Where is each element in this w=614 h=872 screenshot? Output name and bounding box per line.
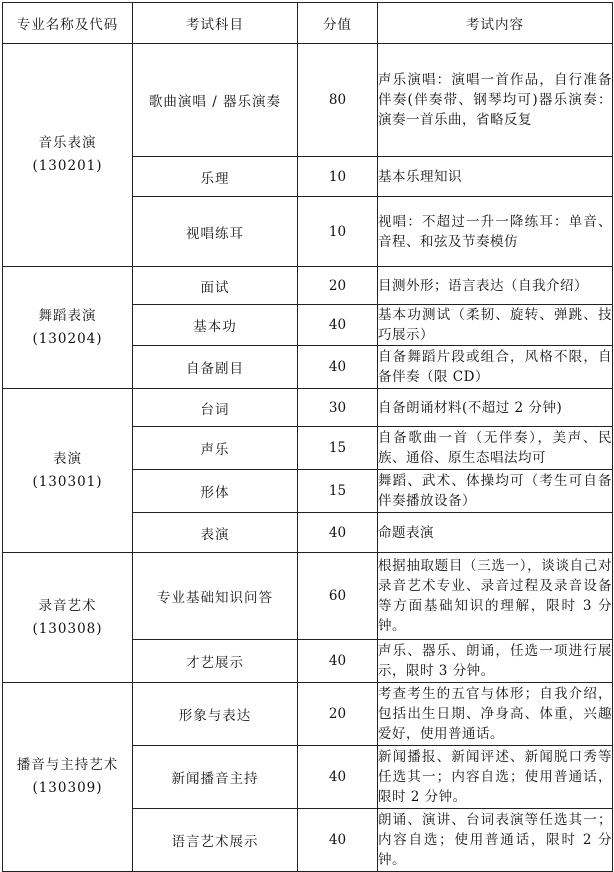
- score-cell: 40: [298, 746, 378, 809]
- subject-cell: 面试: [133, 267, 298, 305]
- subject-cell: 声乐: [133, 427, 298, 470]
- major-code: (130308): [32, 620, 103, 637]
- score-cell: 40: [298, 513, 378, 553]
- score-cell: 10: [298, 157, 378, 197]
- major-name: 表演: [53, 450, 82, 467]
- subject-cell: 基本功: [133, 305, 298, 346]
- subject-cell: 专业基础知识问答: [133, 553, 298, 640]
- subject-cell: 才艺展示: [133, 640, 298, 683]
- major-code: (130201): [32, 158, 103, 174]
- major-name: 舞蹈表演: [38, 307, 97, 324]
- subject-cell: 歌曲演唱 / 器乐演奏: [133, 44, 298, 157]
- subject-cell: 形象与表达: [133, 683, 298, 746]
- content-cell: 自备舞蹈片段或组合，风格不限，自备伴奏（限 CD）: [378, 346, 613, 389]
- score-cell: 20: [298, 267, 378, 305]
- subject-cell: 语言艺术展示: [133, 809, 298, 872]
- content-cell: 声乐演唱：演唱一首作品，自行准备伴奏(伴奏带、钢琴均可)器乐演奏：演奏一首乐曲，省略反复: [378, 44, 613, 157]
- content-cell: 考查考生的五官与体形；自我介绍，包括出生日期、净身高、体重，兴趣爱好，使用普通话。: [378, 683, 613, 746]
- content-cell: 朗诵、演讲、台词表演等任选其一；内容自选；使用普通话，限时 2 分钟。: [378, 809, 613, 872]
- subject-cell: 视唱练耳: [133, 197, 298, 267]
- score-cell: 40: [298, 809, 378, 872]
- header-score: 分值: [298, 3, 378, 44]
- subject-cell: 乐理: [133, 157, 298, 197]
- score-cell: 15: [298, 470, 378, 513]
- major-code: (130204): [32, 330, 103, 347]
- score-cell: 40: [298, 305, 378, 346]
- subject-cell: 台词: [133, 389, 298, 427]
- table-row: [3, 267, 613, 305]
- table-row: [3, 44, 613, 157]
- content-cell: 基本功测试（柔韧、旋转、弹跳、技巧展示）: [378, 305, 613, 346]
- score-cell: 40: [298, 640, 378, 683]
- content-cell: 根据抽取题目（三选一），谈谈自己对录音艺术专业、录音过程及录音设备等方面基础知识的理解，限时 3 分钟。: [378, 553, 613, 640]
- table-row: [3, 389, 613, 427]
- subject-cell: 表演: [133, 513, 298, 553]
- major-name: 播音与主持艺术: [16, 757, 119, 773]
- score-cell: 20: [298, 683, 378, 746]
- header-subject: 考试科目: [133, 3, 298, 44]
- subject-cell: 自备剧目: [133, 346, 298, 389]
- table-row: [3, 683, 613, 746]
- subject-cell: 新闻播音主持: [133, 746, 298, 809]
- major-cell: [3, 683, 133, 872]
- score-cell: 30: [298, 389, 378, 427]
- major-name: 录音艺术: [38, 597, 97, 614]
- score-cell: 40: [298, 346, 378, 389]
- score-cell: 10: [298, 197, 378, 267]
- subject-cell: 形体: [133, 470, 298, 513]
- content-cell: 命题表演: [378, 513, 613, 553]
- major-cell: [3, 553, 133, 683]
- content-cell: 自备歌曲一首（无伴奏），美声、民族、通俗、原生态唱法均可: [378, 427, 613, 470]
- header-content: 考试内容: [378, 3, 613, 44]
- major-name: 音乐表演: [38, 135, 97, 151]
- content-cell: 目测外形；语言表达（自我介绍）: [378, 267, 613, 305]
- content-cell: 基本乐理知识: [378, 157, 613, 197]
- content-cell: 新闻播报、新闻评述、新闻脱口秀等任选其一；内容自选；使用普通话，限时 2 分钟。: [378, 746, 613, 809]
- score-cell: 80: [298, 44, 378, 157]
- major-cell: [3, 389, 133, 553]
- content-cell: 自备朗诵材料(不超过 2 分钟): [378, 389, 613, 427]
- major-code: (130309): [32, 780, 103, 796]
- content-cell: 声乐、器乐、朗诵，任选一项进行展示，限时 3 分钟。: [378, 640, 613, 683]
- header-major: 专业名称及代码: [3, 3, 133, 44]
- score-cell: 60: [298, 553, 378, 640]
- score-cell: 15: [298, 427, 378, 470]
- major-cell: [3, 267, 133, 389]
- header-row: [3, 3, 613, 44]
- table-row: [3, 553, 613, 640]
- major-cell: [3, 44, 133, 267]
- content-cell: 视唱：不超过一升一降练耳：单音、音程、和弦及节奏模仿: [378, 197, 613, 267]
- major-code: (130301): [32, 473, 103, 490]
- content-cell: 舞蹈、武术、体操均可（考生可自备伴奏播放设备）: [378, 470, 613, 513]
- exam-subjects-table: [2, 2, 613, 872]
